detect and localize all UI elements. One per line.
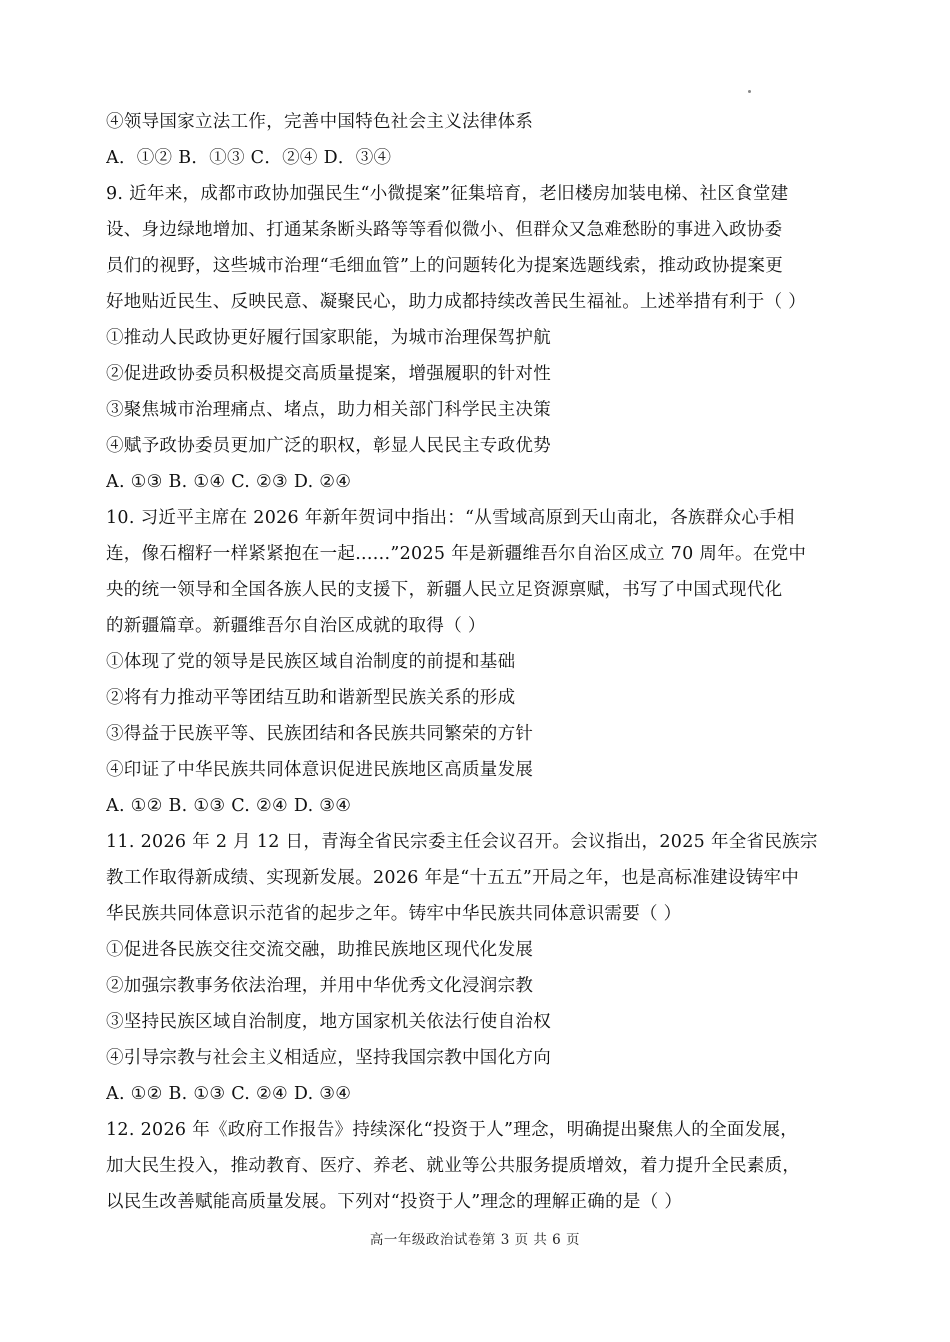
q10-option-3: ③得益于民族平等、民族团结和各民族共同繁荣的方针 — [106, 724, 534, 744]
q10-stem-line: 的新疆篇章。新疆维吾尔自治区成就的取得（ ） — [106, 616, 486, 636]
q9-stem-line: 9. 近年来，成都市政协加强民生“小微提案”征集培育，老旧楼房加装电梯、社区食堂建 — [106, 184, 789, 204]
q9-stem-line: 设、身边绿地增加、打通某条断头路等等看似微小、但群众又急难愁盼的事进入政协委 — [106, 220, 783, 240]
q8-option-4: ④领导国家立法工作，完善中国特色社会主义法律体系 — [106, 112, 534, 132]
q9-stem-line: 好地贴近民生、反映民意、凝聚民心，助力成都持续改善民生福祉。上述举措有利于（ ） — [106, 292, 807, 312]
q12-stem — [106, 1112, 846, 1220]
scan-dot — [748, 90, 751, 93]
q11-stem-line: 教工作取得新成绩、实现新发展。2026 年是“十五五”开局之年，也是高标准建设铸牢中 — [106, 868, 800, 888]
q10-stem-line: 央的统一领导和全国各族人民的支援下，新疆人民立足资源禀赋，书写了中国式现代化 — [106, 580, 783, 600]
q9-stem-line: 员们的视野，这些城市治理“毛细血管”上的问题转化为提案选题线索，推动政协提案更 — [106, 256, 784, 276]
q10-stem-line: 10. 习近平主席在 2026 年新年贺词中指出：“从雪域高原到天山南北，各族群众心手相 — [106, 508, 795, 528]
q10-stem-line: 连，像石榴籽一样紧紧抱在一起......”2025 年是新疆维吾尔自治区成立 70 周年。在党中 — [106, 544, 807, 564]
q10-option-1: ①体现了党的领导是民族区域自治制度的前提和基础 — [106, 652, 516, 672]
q10-stem — [106, 500, 846, 644]
q11-stem — [106, 824, 846, 932]
q11-option-1: ①促进各民族交往交流交融，助推民族地区现代化发展 — [106, 940, 534, 960]
q10-option-4: ④印证了中华民族共同体意识促进民族地区高质量发展 — [106, 760, 534, 780]
q9-answers: A. ①③ B. ①④ C. ②③ D. ②④ — [106, 472, 352, 492]
q10-option-2: ②将有力推动平等团结互助和谐新型民族关系的形成 — [106, 688, 516, 708]
q11-stem-line: 华民族共同体意识示范省的起步之年。铸牢中华民族共同体意识需要（ ） — [106, 904, 682, 924]
page-content — [106, 104, 846, 1220]
q9-option-4: ④赋予政协委员更加广泛的职权，彰显人民民主专政优势 — [106, 436, 551, 456]
q9-option-1: ①推动人民政协更好履行国家职能，为城市治理保驾护航 — [106, 328, 551, 348]
q12-stem-line: 以民生改善赋能高质量发展。下列对“投资于人”理念的理解正确的是（ ） — [106, 1192, 683, 1212]
q10-answers: A. ①② B. ①③ C. ②④ D. ③④ — [106, 796, 352, 816]
q9-stem — [106, 176, 846, 320]
q9-option-3: ③聚焦城市治理痛点、堵点，助力相关部门科学民主决策 — [106, 400, 551, 420]
q11-option-3: ③坚持民族区域自治制度，地方国家机关依法行使自治权 — [106, 1012, 551, 1032]
q11-answers: A. ①② B. ①③ C. ②④ D. ③④ — [106, 1084, 352, 1104]
page-footer: 高一年级政治试卷第 3 页 共 6 页 — [369, 1232, 581, 1248]
q9-option-2: ②促进政协委员积极提交高质量提案，增强履职的针对性 — [106, 364, 551, 384]
q11-option-2: ②加强宗教事务依法治理，并用中华优秀文化浸润宗教 — [106, 976, 534, 996]
q11-stem-line: 11. 2026 年 2 月 12 日，青海全省民宗委主任会议召开。会议指出，2025 年全省民族宗 — [106, 832, 818, 852]
q11-option-4: ④引导宗教与社会主义相适应，坚持我国宗教中国化方向 — [106, 1048, 551, 1068]
q12-stem-line: 12. 2026 年《政府工作报告》持续深化“投资于人”理念，明确提出聚焦人的全面发展， — [106, 1120, 799, 1140]
q8-answers: A．①② B．①③ C．②④ D．③④ — [106, 148, 392, 168]
q12-stem-line: 加大民生投入，推动教育、医疗、养老、就业等公共服务提质增效，着力提升全民素质， — [106, 1156, 801, 1176]
